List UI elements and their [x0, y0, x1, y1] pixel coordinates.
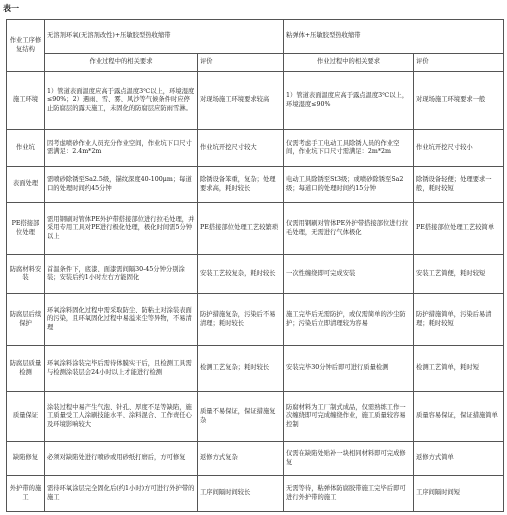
b-eval-cell: 作业坑开挖尺寸较小	[414, 130, 504, 167]
row-label: 表面处理	[7, 167, 45, 203]
b-req-cell: 防腐材料为工厂制式成品，仅需熟练工作一次缠绕即可完成缠绕作业，施工质量较容易控制	[284, 392, 414, 442]
table-row	[7, 255, 504, 294]
a-eval-cell: 返修方式复杂	[198, 442, 284, 476]
b-eval-cell: 返修方式简单	[414, 442, 504, 476]
method-a-header: 无溶剂环氧(无溶剂改性)+压敏胶型热收缩带	[45, 20, 284, 54]
b-req-cell: 仅需考虑手工电动工具除锈人员的作业空间，作业坑下口尺寸需满足：2m*2m	[284, 130, 414, 167]
a-req-cell: 1）管道表面温度应高于露点温度3℃以上，环境湿度≤90%；2）遇雨、雪、雾、风沙等气候条件时应停止防腐层的露天施工，未固化的防腐层应防雨雪淋。	[45, 72, 198, 130]
row-label: 施工环境	[7, 72, 45, 130]
table-row	[7, 167, 504, 203]
table-row	[7, 72, 504, 130]
row-label: 防腐材料安装	[7, 255, 45, 294]
b-eval-cell: 对现场施工环境要求一般	[414, 72, 504, 130]
a-eval-cell: 工序间隔时间较长	[198, 476, 284, 512]
a-eval-header: 评价	[198, 54, 284, 72]
a-req-cell: 需用钢刷对管体PE外护带搭接部位进行拉毛处理，并采用专用工具对PE进行极化处理，极化时间需5分钟以上	[45, 203, 198, 255]
method-b-header: 粘弹体+压敏胶型热收缩带	[284, 20, 504, 54]
table-caption: 表一	[3, 4, 19, 13]
b-eval-cell: 工序间隔时间短	[414, 476, 504, 512]
a-req-cell: 需待环氧涂层完全固化后(约1小时)方可进行外护带的施工	[45, 476, 198, 512]
row-label: 质量保证	[7, 392, 45, 442]
table-row	[7, 294, 504, 346]
table-row	[7, 130, 504, 167]
row-label: PE搭接部位处理	[7, 203, 45, 255]
b-req-cell: 安装完毕30分钟后即可进行质量检测	[284, 346, 414, 392]
b-req-cell: 一次性缠绕即可完成安装	[284, 255, 414, 294]
b-req-header: 作业过程中的相关要求	[284, 54, 414, 72]
table-row	[7, 203, 504, 255]
a-eval-cell: 安装工艺较复杂，耗时较长	[198, 255, 284, 294]
a-req-cell: 涂装过程中易产生气泡、针孔、厚度不足等缺陷，施工质量受工人涂刷技能水平、涂料混合、工作责任心及环境影响较大	[45, 392, 198, 442]
a-req-cell: 首温条件下，底漆、面漆需间隔30-45分钟分别涂装；安装后约1小时左右方能固化	[45, 255, 198, 294]
b-req-cell: 1）管道表面温度应高于露点温度3℃以上，环境湿度≤90%	[284, 72, 414, 130]
a-eval-cell: 防护措施复杂，污染后不易清理；耗时较长	[198, 294, 284, 346]
b-req-cell: 施工完毕后无需防护，或仅需简单的沙尘防护；污染后立即清理较为容易	[284, 294, 414, 346]
a-eval-cell: 对现场施工环境要求较高	[198, 72, 284, 130]
table-row	[7, 476, 504, 512]
b-eval-cell: 检测工艺简单，耗时短	[414, 346, 504, 392]
a-eval-cell: 作业坑开挖尺寸较大	[198, 130, 284, 167]
b-req-cell: 无需等待，粘弹体防腐胶带施工完毕后即可进行外护带的施工	[284, 476, 414, 512]
a-eval-cell: 质量不易保证，保证措施复杂	[198, 392, 284, 442]
b-eval-cell: 除锈设备轻便；处理要求一般，耗时较短	[414, 167, 504, 203]
a-req-header: 作业过程中的相关要求	[45, 54, 198, 72]
a-req-cell: 环氧涂料固化过程中需采取防尘、防粘土对涂装表面的污染，且环氧固化过程中易溢来尘等异物，不易清理	[45, 294, 198, 346]
b-eval-cell: PE搭接部位处理工艺较简单	[414, 203, 504, 255]
row-label: 防腐层质量检测	[7, 346, 45, 392]
table-row	[7, 392, 504, 442]
a-eval-cell: 除锈设备笨重，复杂；处理要求高，耗时较长	[198, 167, 284, 203]
table-row	[7, 346, 504, 392]
b-eval-cell: 安装工艺简便，耗时较短	[414, 255, 504, 294]
a-req-cell: 必须对缺陷处进行喷砂或用砂纸打磨后，方可修复	[45, 442, 198, 476]
b-eval-header: 评价	[414, 54, 504, 72]
row-label: 作业坑	[7, 130, 45, 167]
b-req-cell: 电动工具除锈至St3级；或喷砂除锈至Sa2级；每道口的处理时间约15分钟	[284, 167, 414, 203]
a-req-cell: 环氧涂料涂装完毕后需待体膜实干后，且检测工具需与检测涂装层会24小时以上才能进行检测	[45, 346, 198, 392]
a-req-cell: 需喷砂除锈至Sa2.5级，锚纹深度40-100μm；每道口的处理时间约45分钟	[45, 167, 198, 203]
row-label: 防腐层后续保护	[7, 294, 45, 346]
b-eval-cell: 防护措施简单，污染后易清理；耗时较短	[414, 294, 504, 346]
comparison-table	[6, 19, 504, 512]
row-label: 缺陷修复	[7, 442, 45, 476]
b-eval-cell: 质量容易保证，保证措施简单	[414, 392, 504, 442]
a-eval-cell: 检测工艺复杂；耗时较长	[198, 346, 284, 392]
table-row	[7, 442, 504, 476]
row-label: 外护带的施工	[7, 476, 45, 512]
b-req-cell: 仅需在缺陷处贴补一块相同材料即可完成修复	[284, 442, 414, 476]
a-req-cell: 因考虑喷砂作业人员充分作业空间，作业坑下口尺寸需满足：2.4m*2m	[45, 130, 198, 167]
col-label-header: 作业工序修复结构	[7, 20, 45, 72]
b-req-cell: 仅需用钢刷对管体PE外护带搭接部位进行拉毛处理，无需进行气体极化	[284, 203, 414, 255]
a-eval-cell: PE搭接部位处理工艺较繁琐	[198, 203, 284, 255]
